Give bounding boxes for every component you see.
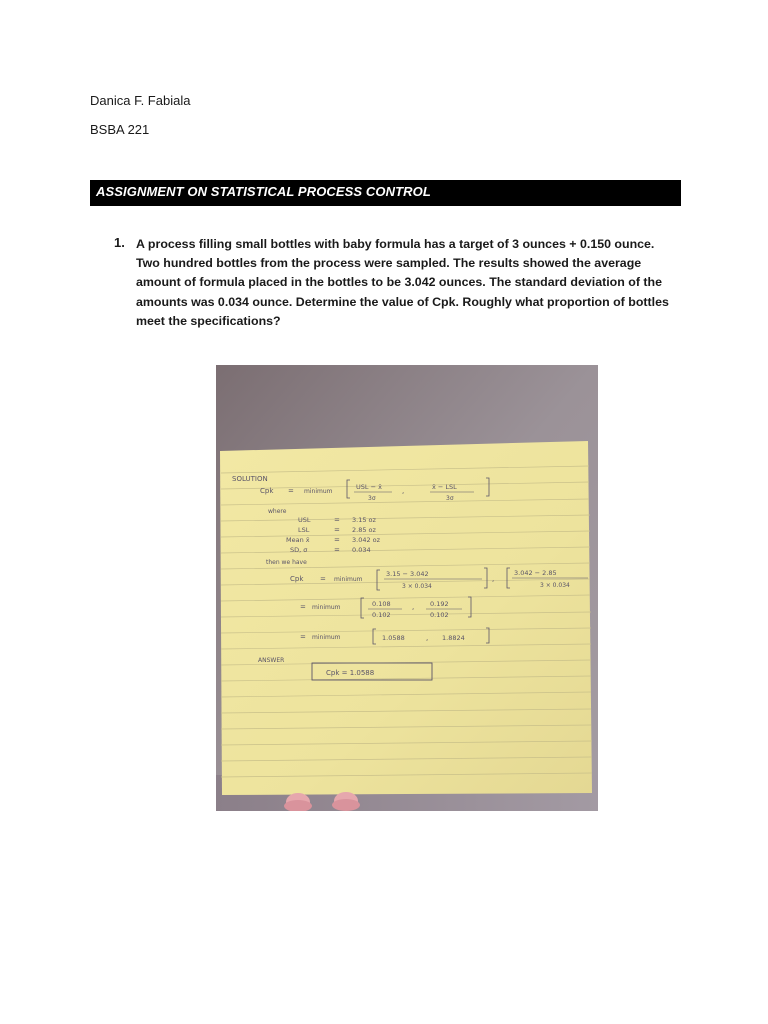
- step2-minimum: minimum: [312, 604, 341, 611]
- svg-text:,: ,: [426, 634, 429, 642]
- svg-text:,: ,: [492, 575, 495, 583]
- solution-label: SOLUTION: [232, 475, 268, 483]
- def-usl-value: 3.15 oz: [352, 516, 376, 524]
- cpk-equals: =: [288, 487, 294, 495]
- def-sd-label: SD, σ: [290, 546, 308, 554]
- step1-right-den: 3 × 0.034: [540, 582, 570, 589]
- then-label: then we have: [266, 559, 307, 566]
- author-name: Danica F. Fabiala: [90, 93, 191, 108]
- def-mean-label: Mean x̄: [286, 536, 310, 544]
- step3-left: 1.0588: [382, 634, 405, 642]
- step1-left: 3.15 − 3.042: [386, 570, 429, 578]
- assignment-title: ASSIGNMENT ON STATISTICAL PROCESS CONTROL: [96, 184, 431, 199]
- question-number: 1.: [114, 235, 125, 250]
- def-mean-value: 3.042 oz: [352, 536, 381, 544]
- svg-text:=: =: [334, 516, 340, 524]
- svg-text:=: =: [334, 526, 340, 534]
- step1-left-den: 3 × 0.034: [402, 583, 432, 590]
- cpk-label: Cpk: [260, 487, 274, 495]
- svg-text:=: =: [320, 575, 326, 583]
- def-lsl-value: 2.85 oz: [352, 526, 376, 534]
- formula-left: USL − x̄: [356, 483, 382, 491]
- step1-cpk: Cpk: [290, 575, 304, 583]
- step3-right: 1.8824: [442, 634, 465, 642]
- def-sd-value: 0.034: [352, 546, 371, 554]
- where-label: where: [268, 508, 287, 515]
- handwritten-solution-photo: [216, 365, 598, 811]
- svg-text:=: =: [334, 536, 340, 544]
- svg-text:,: ,: [412, 603, 415, 611]
- step1-right: 3.042 − 2.85: [514, 569, 557, 577]
- answer-value: Cpk = 1.0588: [326, 669, 375, 677]
- formula-right-den: 3σ: [446, 495, 454, 502]
- question-text: A process filling small bottles with baby formula has a target of 3 ounces + 0.150 ounce. Two hundred bottles from the process were sampled. The results showed the average amount of formula placed in the bottles to be 3.042 ounces. The standard deviation of the amounts was 0.034 ounce. Determine the value of Cpk. Roughly what proportion of bottles meet the specifications?: [136, 237, 669, 328]
- step2-right: 0.192: [430, 600, 449, 608]
- course-code: BSBA 221: [90, 122, 150, 137]
- minimum-word: minimum: [304, 488, 333, 495]
- step1-minimum: minimum: [334, 576, 363, 583]
- step2-left-den: 0.102: [372, 611, 391, 619]
- formula-left-den: 3σ: [368, 495, 376, 502]
- answer-label: ANSWER: [258, 657, 285, 664]
- def-usl-label: USL: [298, 516, 311, 524]
- step2-right-den: 0.102: [430, 611, 449, 619]
- step3-equals: =: [300, 633, 306, 641]
- svg-text:=: =: [334, 546, 340, 554]
- def-lsl-label: LSL: [298, 526, 310, 534]
- step2-equals: =: [300, 603, 306, 611]
- step3-minimum: minimum: [312, 634, 341, 641]
- step2-left: 0.108: [372, 600, 391, 608]
- svg-text:,: ,: [402, 487, 405, 495]
- title-banner: [90, 180, 681, 206]
- formula-right: x̄ − LSL: [432, 483, 457, 491]
